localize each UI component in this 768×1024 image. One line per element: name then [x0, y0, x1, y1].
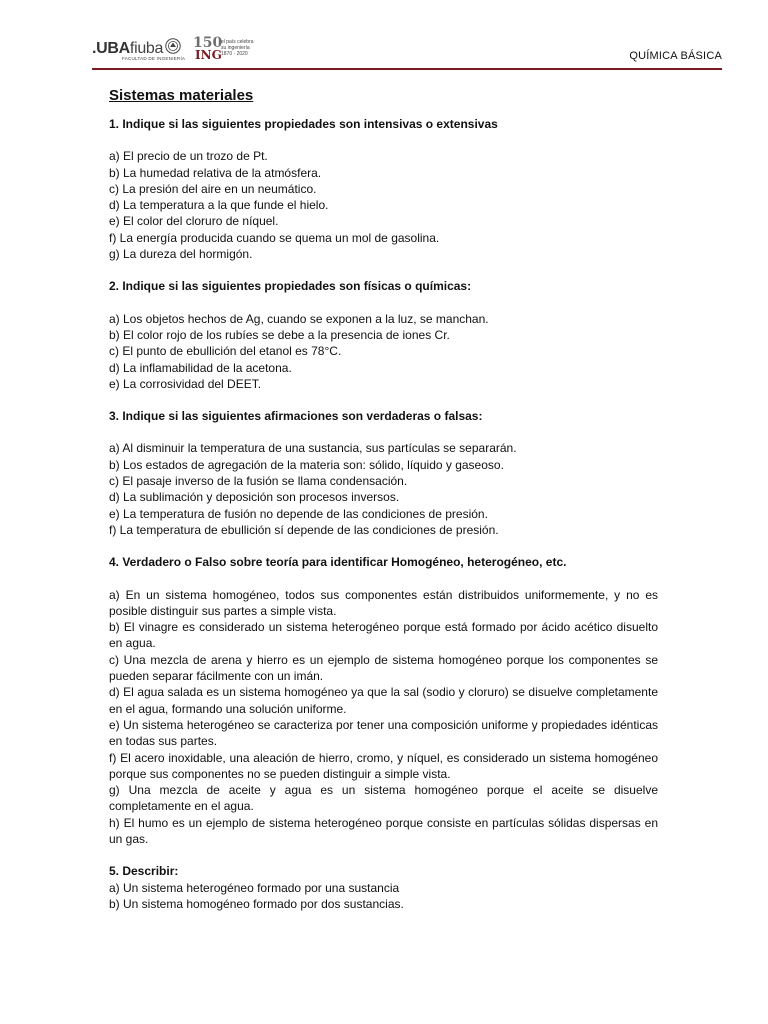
list-item: d) La sublimación y deposición son procesos inversos.	[109, 490, 400, 505]
list-item: c) El punto de ebullición del etanol es 78°C.	[109, 344, 342, 359]
list-item: f) El acero inoxidable, una aleación de hierro, cromo, y níquel, es considerado un sistema homogéneo porque sus componentes no se pueden distinguir a simple vista.	[109, 750, 658, 781]
list-item: b) Un sistema homogéneo formado por dos sustancias.	[109, 896, 404, 911]
list-item: e) El color del cloruro de níquel.	[109, 214, 279, 229]
list-item: g) La dureza del hormigón.	[109, 247, 253, 262]
document-body	[109, 86, 658, 912]
list-item: h) El humo es un ejemplo de sistema heterogéneo porque consiste en partículas sólidas dispersas en un gas.	[109, 815, 658, 846]
list-item: f) La temperatura de ebullición sí depende de las condiciones de presión.	[109, 522, 499, 537]
page-header	[92, 34, 722, 70]
list-item: f) La energía producida cuando se quema un mol de gasolina.	[109, 230, 440, 245]
question-heading: 2. Indique si las siguientes propiedades son físicas o químicas:	[109, 279, 472, 294]
section-1	[109, 116, 658, 262]
list-item: c) El pasaje inverso de la fusión se llama condensación.	[109, 474, 408, 489]
slogan-line-3: 1870 · 2020	[221, 51, 248, 57]
logo-uba-text: .UBA	[92, 40, 130, 57]
slogan-line-2: su ingeniería	[221, 45, 250, 51]
section-5	[109, 863, 658, 912]
logo-slogan	[221, 39, 271, 57]
list-item: c) La presión del aire en un neumático.	[109, 181, 317, 196]
list-item: b) El vinagre es considerado un sistema heterogéneo porque está formado por ácido acético disuelto en agua.	[109, 620, 658, 651]
question-heading: 4. Verdadero o Falso sobre teoría para identificar Homogéneo, heterogéneo, etc.	[109, 555, 567, 570]
logo-150-number: 150	[193, 35, 223, 51]
spacer	[109, 847, 658, 863]
logo-faculty-label: FACULTAD DE INGENIERÍA	[122, 56, 186, 61]
list-item: b) La humedad relativa de la atmósfera.	[109, 165, 322, 180]
list-item: a) Al disminuir la temperatura de una sustancia, sus partículas se separarán.	[109, 441, 517, 456]
list-item: d) La temperatura a la que funde el hielo.	[109, 198, 329, 213]
list-item: d) La inflamabilidad de la acetona.	[109, 360, 292, 375]
list-item: a) Un sistema heterogéneo formado por una sustancia	[109, 880, 400, 895]
list-item: a) Los objetos hechos de Ag, cuando se exponen a la luz, se manchan.	[109, 311, 489, 326]
list-item: g) Una mezcla de aceite y agua es un sistema homogéneo porque el aceite se disuelve completamente en el agua.	[109, 783, 658, 814]
spacer	[109, 538, 658, 554]
list-item: e) La corrosividad del DEET.	[109, 376, 262, 391]
slogan-line-1: el país celebra	[221, 39, 254, 45]
list-item: b) Los estados de agregación de la materia son: sólido, líquido y gaseoso.	[109, 457, 504, 472]
list-item: e) La temperatura de fusión no depende de las condiciones de presión.	[109, 506, 488, 521]
logo-fiuba-text: fiuba	[129, 40, 164, 57]
section-3	[109, 408, 658, 538]
question-heading: 5. Describir:	[109, 864, 179, 879]
list-item: c) Una mezcla de arena y hierro es un ejemplo de sistema homogéneo porque los componentes se pueden separar fácilmente con un imán.	[109, 652, 658, 684]
question-heading: 3. Indique si las siguientes afirmaciones son verdaderas o falsas:	[109, 409, 483, 424]
header-divider	[92, 68, 722, 70]
question-heading: 1. Indique si las siguientes propiedades son intensivas o extensivas	[109, 117, 498, 131]
list-item: b) El color rojo de los rubíes se debe a la presencia de iones Cr.	[109, 327, 450, 342]
subject-label: QUÍMICA BÁSICA	[629, 50, 722, 62]
spacer	[109, 262, 658, 278]
section-4	[109, 554, 658, 847]
list-item: d) El agua salada es un sistema homogéneo ya que la sal (sodio y cloruro) se disuelve completamente en el agua, formando una solución uniforme.	[109, 685, 658, 716]
list-item: e) Un sistema heterogéneo se caracteriza por tener una composición uniforme y propiedades idénticas en todas sus partes.	[109, 717, 658, 749]
list-item: a) En un sistema homogéneo, todos sus componentes están distribuidos uniformemente, y no es posible distinguir sus partes a simple vista.	[109, 587, 658, 618]
logo-ing-text: ING	[195, 48, 222, 62]
section-2	[109, 278, 658, 392]
logo-150-ing	[193, 36, 221, 66]
spacer	[109, 392, 658, 408]
university-seal-icon	[165, 38, 181, 54]
document-title: Sistemas materiales	[109, 87, 254, 104]
list-item: a) El precio de un trozo de Pt.	[109, 149, 268, 164]
